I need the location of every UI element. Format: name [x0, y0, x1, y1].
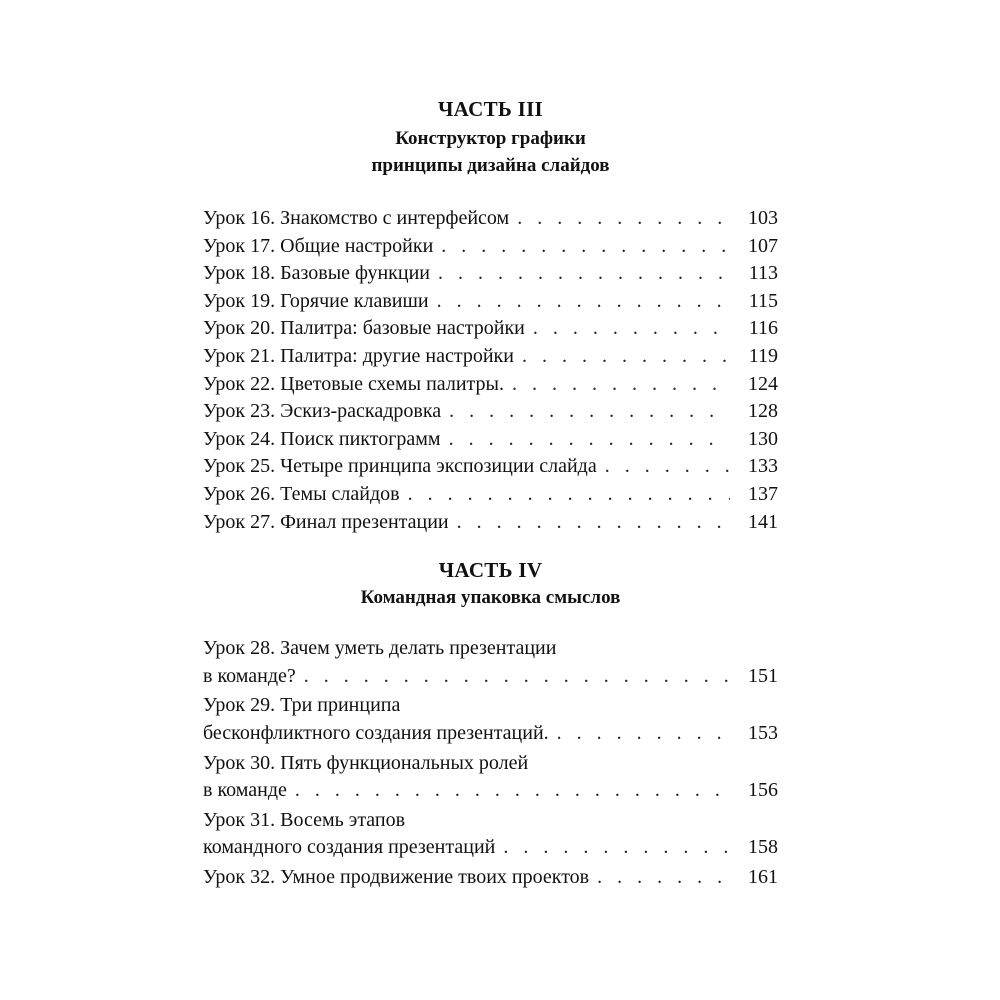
toc-entry[interactable]: [203, 426, 778, 454]
toc-entry-page: 156: [748, 779, 778, 802]
toc-entry-page: 107: [748, 234, 778, 257]
leader-dots: [517, 205, 730, 233]
toc-entry-page: 130: [748, 427, 778, 450]
part-subtitle-line: Конструктор графики: [395, 128, 586, 149]
toc-entry[interactable]: [203, 398, 778, 426]
part-title: ЧАСТЬ III: [437, 97, 544, 121]
toc-entry-page: 141: [748, 510, 778, 533]
toc-entry-title: Урок 16. Знакомство с интерфейсом: [203, 207, 510, 229]
toc-entry-title-line: Урок 30. Пять функциональных ролей: [203, 751, 529, 774]
toc-entry-page: 137: [748, 482, 778, 505]
part-4-toc-list: [203, 635, 778, 891]
toc-entry[interactable]: [203, 453, 778, 481]
part-3-toc-list: [203, 205, 778, 536]
toc-entry[interactable]: [203, 371, 778, 399]
leader-dots: [408, 481, 730, 509]
toc-entry-page: 153: [748, 721, 778, 744]
toc-entry[interactable]: [203, 205, 778, 233]
leader-dots: [605, 453, 730, 481]
toc-entry[interactable]: [203, 509, 778, 537]
leader-dots: [449, 398, 730, 426]
toc-entry-title-line: бесконфликтного создания презентаций.: [203, 721, 549, 744]
toc-entry-title: Урок 25. Четыре принципа экспозиции слайда: [203, 455, 597, 478]
table-of-contents-page: [203, 95, 778, 891]
toc-entry-title: Урок 17. Общие настройки: [203, 234, 434, 257]
toc-entry-title: Урок 27. Финал презентации: [203, 510, 449, 533]
leader-dots: [449, 426, 730, 454]
toc-entry[interactable]: [203, 260, 778, 288]
toc-entry-page: 158: [748, 836, 778, 859]
toc-entry-page: 116: [748, 317, 778, 340]
toc-entry-page: 115: [748, 289, 778, 312]
leader-dots: [512, 371, 730, 399]
toc-entry-page: 103: [748, 207, 778, 229]
toc-entry-title: Урок 23. Эскиз-раскадровка: [203, 400, 442, 423]
leader-dots: [533, 315, 730, 343]
toc-entry-title-line: Урок 31. Восемь этапов: [203, 808, 406, 831]
toc-entry-page: 113: [748, 262, 778, 285]
toc-entry-title-line: Урок 29. Три принципа: [203, 694, 401, 717]
leader-dots: [597, 864, 730, 892]
leader-dots: [441, 233, 730, 261]
toc-entry-page: 151: [748, 664, 778, 687]
part-subtitle-line: Командная упаковка смыслов: [360, 587, 621, 609]
toc-entry[interactable]: [203, 864, 778, 892]
toc-entry[interactable]: [203, 315, 778, 343]
leader-dots: [304, 663, 730, 691]
leader-dots: [457, 509, 730, 537]
toc-entry[interactable]: [203, 750, 778, 805]
toc-entry[interactable]: [203, 481, 778, 509]
toc-entry-title: Урок 24. Поиск пиктограмм: [203, 427, 441, 450]
toc-entry[interactable]: [203, 807, 778, 862]
toc-entry[interactable]: [203, 692, 778, 747]
toc-entry-title: Урок 18. Базовые функции: [203, 262, 431, 285]
leader-dots: [503, 834, 730, 862]
toc-entry-title-line: в команде?: [203, 664, 296, 687]
leader-dots: [438, 260, 730, 288]
toc-entry-title: Урок 20. Палитра: базовые настройки: [203, 317, 525, 340]
leader-dots: [295, 777, 730, 805]
toc-entry[interactable]: [203, 288, 778, 316]
toc-entry[interactable]: [203, 233, 778, 261]
toc-entry-title-line: Урок 28. Зачем уметь делать презентации: [203, 637, 557, 660]
toc-entry-page: 119: [748, 344, 778, 367]
part-4-header: [203, 556, 778, 611]
toc-entry-title: Урок 26. Темы слайдов: [203, 482, 400, 505]
part-3-header: [203, 95, 778, 179]
toc-entry-title: Урок 19. Горячие клавиши: [203, 289, 429, 312]
leader-dots: [522, 343, 730, 371]
toc-entry[interactable]: [203, 635, 778, 690]
leader-dots: [557, 720, 730, 748]
toc-entry-title: Урок 32. Умное продвижение твоих проектов: [203, 865, 590, 888]
part-subtitle-line: принципы дизайна слайдов: [371, 155, 610, 176]
toc-entry-page: 128: [748, 400, 778, 423]
toc-entry-title-line: в команде: [203, 779, 287, 802]
toc-entry-page: 133: [748, 455, 778, 478]
toc-entry-page: 124: [748, 372, 778, 395]
toc-entry-page: 161: [748, 865, 778, 888]
toc-entry-title-line: командного создания презентаций: [203, 836, 496, 859]
toc-entry-title: Урок 22. Цветовые схемы палитры.: [203, 372, 504, 395]
toc-entry-title: Урок 21. Палитра: другие настройки: [203, 344, 514, 367]
part-title: ЧАСТЬ IV: [438, 558, 543, 583]
leader-dots: [437, 288, 730, 316]
toc-entry[interactable]: [203, 343, 778, 371]
